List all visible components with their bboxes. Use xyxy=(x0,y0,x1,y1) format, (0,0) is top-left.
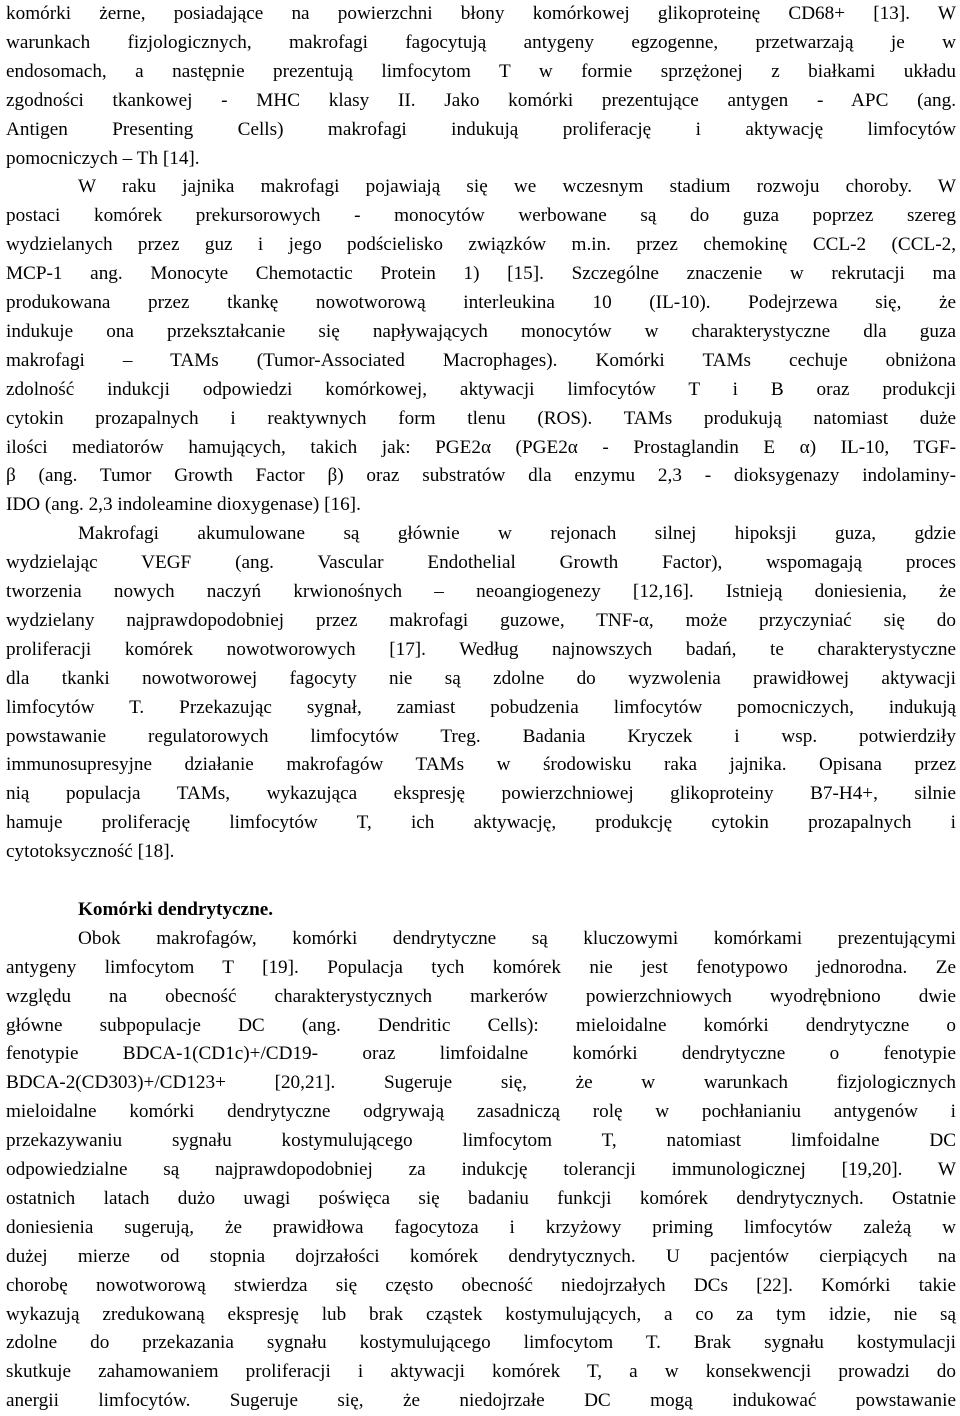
text-line: makrofagi – TAMs (Tumor-Associated Macrophages). Komórki TAMs cechuje obniżona xyxy=(6,349,956,371)
text-line: anergii limfocytów. Sugeruje się, że niedojrzałe DC mogą indukować powstawanie xyxy=(6,1390,956,1412)
text-line: produkowana przez tkankę nowotworową interleukina 10 (IL-10). Podejrzewa się, że xyxy=(6,292,956,313)
text-line: skutkuje zahamowaniem proliferacji i aktywacji komórek T, a w konsekwencji prowadzi do xyxy=(6,1361,956,1383)
text-line: ilości mediatorów hamujących, takich jak: PGE2α (PGE2α - Prostaglandin E α) IL-10, TGF- xyxy=(6,436,956,458)
text-line: immunosupresyjne działanie makrofagów TAMs w środowisku raka jajnika. Opisana przez xyxy=(6,754,956,776)
text-line: Antigen Presenting Cells) makrofagi indukują proliferację i aktywację limfocytów xyxy=(6,118,956,140)
text-line: W raku jajnika makrofagi pojawiają się we wczesnym stadium rozwoju choroby. W xyxy=(78,176,956,198)
text-line: komórki żerne, posiadające na powierzchni błony komórkowej glikoproteinę CD68+ [13]. W xyxy=(6,3,956,24)
text-line: IDO (ang. 2,3 indoleamine dioxygenase) [16]. xyxy=(6,494,361,516)
text-line: proliferacji komórek nowotworowych [17]. Według najnowszych badań, te charakterystyczne xyxy=(6,638,956,660)
text-line: chorobę nowotworową stwierdza się często obecność niedojrzałych DCs [22]. Komórki takie xyxy=(6,1274,956,1296)
text-line: powstawanie regulatorowych limfocytów Treg. Badania Kryczek i wsp. potwierdziły xyxy=(6,725,956,747)
text-line: fenotypie BDCA-1(CD1c)+/CD19- oraz limfoidalne komórki dendrytyczne o fenotypie xyxy=(6,1043,956,1065)
text-line: endosomach, a następnie prezentują limfocytom T w formie sprzężonej z białkami układu xyxy=(6,60,956,82)
text-line: hamuje proliferację limfocytów T, ich aktywację, produkcję cytokin prozapalnych i xyxy=(6,812,956,834)
text-line: mieloidalne komórki dendrytyczne odgrywają zasadniczą rolę w pochłanianiu antygenów i xyxy=(6,1101,956,1123)
text-line: dużej mierze od stopnia dojrzałości komórek dendrytycznych. U pacjentów cierpiących na xyxy=(6,1245,956,1267)
text-line: przekazywaniu sygnału kostymulującego limfocytom T, natomiast limfoidalne DC xyxy=(6,1130,956,1152)
text-line: Makrofagi akumulowane są głównie w rejonach silnej hipoksji guza, gdzie xyxy=(78,523,956,545)
text-line: wykazują zredukowaną ekspresję lub brak cząstek kostymulujących, a co za tym idzie, nie są xyxy=(6,1303,956,1325)
text-line: dla tkanki nowotworowej fagocyty nie są zdolne do wyzwolenia prawidłowej aktywacji xyxy=(6,667,956,689)
text-line: limfocytów T. Przekazując sygnał, zamiast pobudzenia limfocytów pomocniczych, indukują xyxy=(6,696,956,718)
text-line: cytokin prozapalnych i reaktywnych form tlenu (ROS). TAMs produkują natomiast duże xyxy=(6,407,956,429)
text-line: zdolność indukcji odpowiedzi komórkowej, aktywacji limfocytów T i B oraz produkcji xyxy=(6,378,956,400)
text-line: pomocniczych – Th [14]. xyxy=(6,147,200,169)
section-heading: Komórki dendrytyczne. xyxy=(78,898,274,920)
text-line: wydzielanych przez guz i jego podścielisko związków m.in. przez chemokinę CCL-2 (CCL-2, xyxy=(6,234,956,256)
text-line: główne subpopulacje DC (ang. Dendritic Cells): mieloidalne komórki dendrytyczne o xyxy=(6,1014,956,1036)
text-line: względu na obecność charakterystycznych markerów powierzchniowych wyodrębniono dwie xyxy=(6,985,956,1007)
text-line: Obok makrofagów, komórki dendrytyczne są kluczowymi komórkami prezentującymi xyxy=(78,927,956,949)
text-line: zgodności tkankowej - MHC klasy II. Jako komórki prezentujące antygen - APC (ang. xyxy=(6,89,956,111)
text-line: wydzielając VEGF (ang. Vascular Endothelial Growth Factor), wspomagają proces xyxy=(6,552,956,574)
text-line: doniesienia sugerują, że prawidłowa fagocytoza i krzyżowy priming limfocytów zależą w xyxy=(6,1216,956,1238)
text-line: postaci komórek prekursorowych - monocytów werbowane są do guza poprzez szereg xyxy=(6,205,956,227)
text-line: wydzielany najprawdopodobniej przez makrofagi guzowe, TNF-α, może przyczyniać się do xyxy=(6,609,956,631)
text-line: ostatnich latach dużo uwagi poświęca się badaniu funkcji komórek dendrytycznych. Ostatnie xyxy=(6,1187,956,1209)
text-line: indukuje ona przekształcanie się napływających monocytów w charakterystyczne dla guza xyxy=(6,320,956,342)
text-line: antygeny limfocytom T [19]. Populacja tych komórek nie jest fenotypowo jednorodna. Ze xyxy=(6,956,956,978)
text-line: cytotoksyczność [18]. xyxy=(6,841,175,863)
text-line: MCP-1 ang. Monocyte Chemotactic Protein 1) [15]. Szczególne znaczenie w rekrutacji ma xyxy=(6,263,956,285)
text-line: zdolne do przekazania sygnału kostymulującego limfocytom T. Brak sygnału kostymulacji xyxy=(6,1332,956,1354)
text-line: BDCA-2(CD303)+/CD123+ [20,21]. Sugeruje się, że w warunkach fizjologicznych xyxy=(6,1072,956,1094)
text-line: β (ang. Tumor Growth Factor β) oraz substratów dla enzymu 2,3 - dioksygenazy indolaminy- xyxy=(6,465,956,487)
text-line: nią populacja TAMs, wykazująca ekspresję powierzchniowej glikoproteiny B7-H4+, silnie xyxy=(6,783,956,805)
text-line: odpowiedzialne są najprawdopodobniej za indukcję tolerancji immunologicznej [19,20]. W xyxy=(6,1159,956,1180)
text-line: tworzenia nowych naczyń krwionośnych – neoangiogenezy [12,16]. Istnieją doniesienia, że xyxy=(6,581,956,602)
text-line: warunkach fizjologicznych, makrofagi fagocytują antygeny egzogenne, przetwarzają je w xyxy=(6,31,956,53)
